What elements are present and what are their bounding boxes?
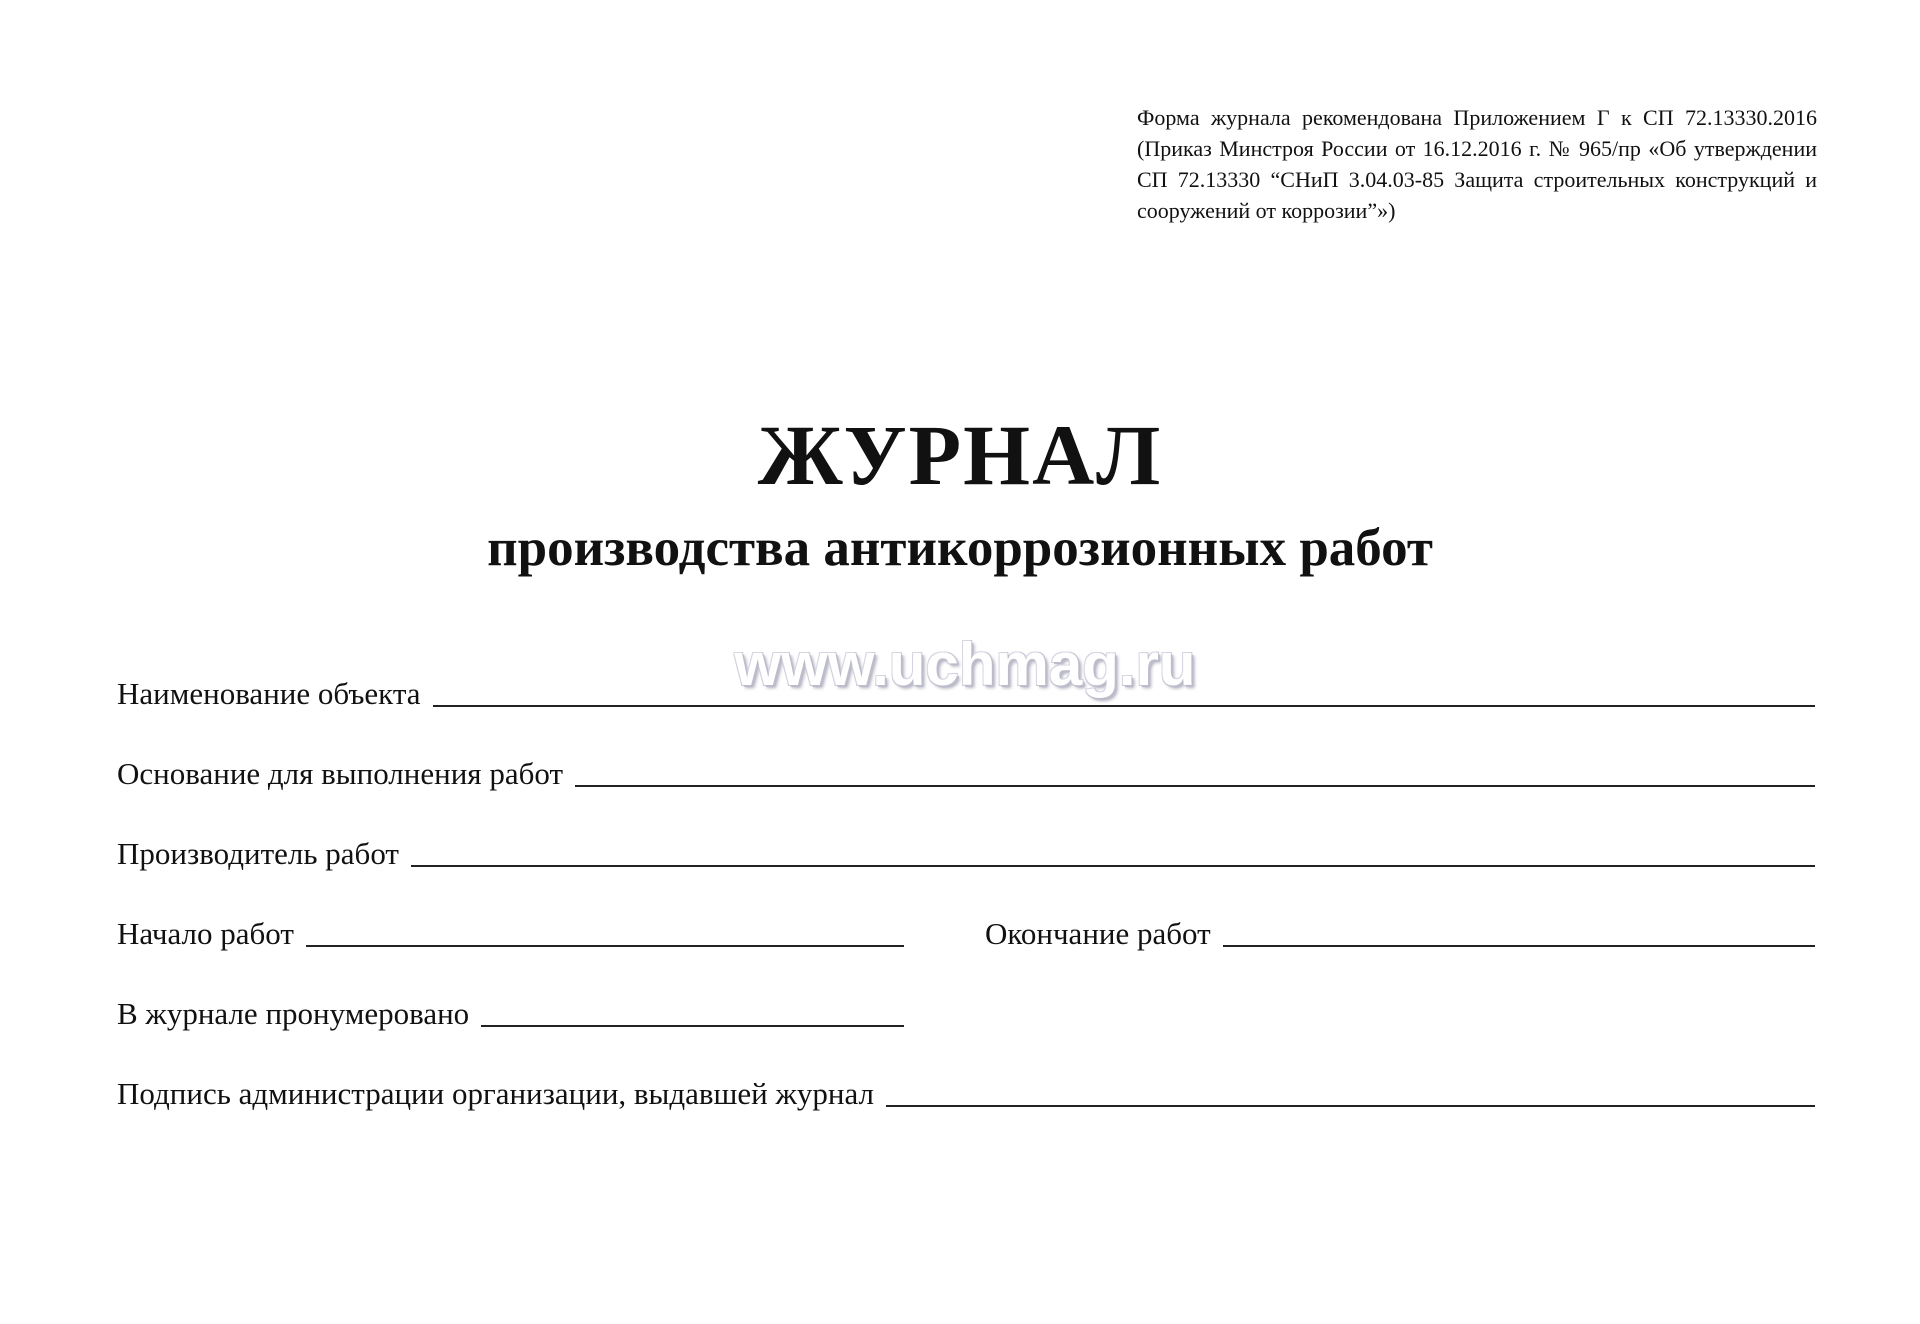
producer-field	[117, 835, 1815, 873]
signature-blank-line[interactable]	[886, 1075, 1815, 1107]
object-name-label: Наименование объекта	[117, 676, 421, 711]
signature-field	[117, 1075, 1815, 1113]
numbered-pages-field	[117, 995, 904, 1033]
object-name-field	[117, 675, 1815, 713]
basis-field	[117, 755, 1815, 793]
start-date-field	[117, 915, 904, 953]
end-date-blank-line[interactable]	[1223, 915, 1815, 947]
signature-label: Подпись администрации организации, выдавшей журнал	[117, 1076, 875, 1111]
object-name-blank-line[interactable]	[433, 675, 1815, 707]
basis-label: Основание для выполнения работ	[117, 756, 563, 791]
end-date-field	[985, 915, 1815, 953]
basis-blank-line[interactable]	[575, 755, 1815, 787]
document-subtitle: производства антикоррозионных работ	[487, 519, 1433, 577]
end-date-label: Окончание работ	[985, 916, 1211, 951]
numbered-pages-blank-line[interactable]	[481, 995, 904, 1027]
start-date-blank-line[interactable]	[306, 915, 904, 947]
regulation-note: Форма журнала рекомендована Приложением Г к СП 72.13330.2016 (Приказ Минстроя России от 16.12.2016 г. № 965/пр «Об утверждении СП 72.13330 “СНиП 3.04.03-85 Защита строительных конструкций и сооружений от коррозии”»)	[1137, 105, 1817, 223]
numbered-pages-label: В журнале пронумеровано	[117, 996, 470, 1031]
document-title: ЖУРНАЛ	[757, 407, 1163, 503]
watermark: www.uchmag.ru	[734, 631, 1196, 698]
producer-label: Производитель работ	[117, 836, 399, 871]
producer-blank-line[interactable]	[411, 835, 1815, 867]
start-date-label: Начало работ	[117, 916, 294, 951]
